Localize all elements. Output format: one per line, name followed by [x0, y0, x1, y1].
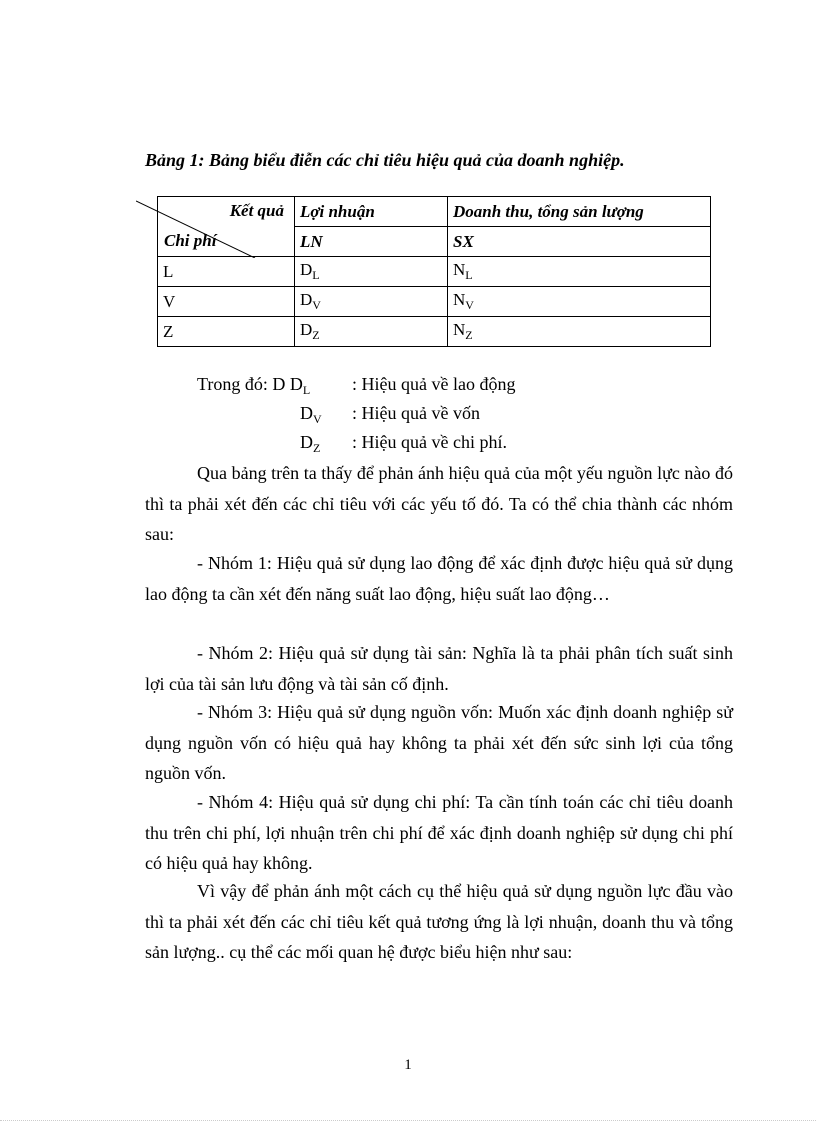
abbr-cell-ln: LN	[295, 227, 448, 257]
table-row	[158, 287, 711, 317]
d-subscript: V	[312, 298, 321, 312]
d-symbol: D	[300, 290, 313, 309]
row-label: Z	[158, 317, 295, 347]
n-symbol: N	[453, 290, 466, 309]
table-header-row	[158, 197, 711, 227]
page-bottom-divider	[0, 1120, 816, 1121]
paragraph-group-2: - Nhóm 2: Hiệu quả sử dụng tài sản: Nghĩa là ta phải phân tích suất sinh lợi của tài sản lưu động và tài sản cố định.	[145, 643, 733, 694]
note-subscript: Z	[313, 441, 321, 455]
note-symbol: D	[300, 403, 313, 423]
n-subscript: V	[465, 298, 474, 312]
note-line-cost	[300, 432, 320, 456]
note-subscript: V	[313, 412, 322, 426]
row-d-cell	[295, 317, 448, 347]
note-prefix: Trong đó: D	[197, 374, 286, 394]
note-subscript: L	[302, 383, 311, 397]
indicator-table	[157, 196, 711, 347]
n-subscript: L	[465, 268, 473, 282]
row-n-cell	[448, 257, 711, 287]
table-row	[158, 257, 711, 287]
n-symbol: N	[453, 260, 466, 279]
corner-bottom-label: Chi phí	[164, 231, 217, 250]
abbr-cell-sx: SX	[448, 227, 711, 257]
row-d-cell	[295, 287, 448, 317]
diagonal-corner-cell	[158, 197, 295, 257]
paragraph-conclusion: Vì vậy để phản ánh một cách cụ thể hiệu quả sử dụng nguồn lực đầu vào thì ta phải xét đến các chỉ tiêu kết quả tương ứng là lợi nhuận, doanh thu và tổng sản lượng.. cụ thể các mối quan hệ được biểu hiện như sau:	[145, 881, 733, 962]
row-n-cell	[448, 317, 711, 347]
note-line-labor	[197, 374, 310, 398]
note-desc-cost: : Hiệu quả về chi phí.	[352, 432, 507, 452]
corner-top-label: Kết quả	[229, 201, 284, 220]
n-subscript: Z	[465, 328, 473, 342]
row-n-cell	[448, 287, 711, 317]
row-label: L	[158, 257, 295, 287]
table-row	[158, 317, 711, 347]
note-symbol: D	[300, 432, 313, 452]
n-symbol: N	[453, 320, 466, 339]
row-label: V	[158, 287, 295, 317]
paragraph-group-4: - Nhóm 4: Hiệu quả sử dụng chi phí: Ta cần tính toán các chỉ tiêu doanh thu trên chi phí, lợi nhuận trên chi phí để xác định doanh nghiệp sử dụng chi phí có hiệu quả hay không.	[145, 792, 733, 873]
paragraph-group-1: - Nhóm 1: Hiệu quả sử dụng lao động để xác định được hiệu quả sử dụng lao động ta cần xét đến năng suất lao động, hiệu suất lao động…	[145, 553, 733, 604]
note-symbol: D	[289, 374, 303, 394]
note-desc-capital: : Hiệu quả về vốn	[352, 403, 480, 423]
d-subscript: L	[312, 268, 320, 282]
header-cell-revenue: Doanh thu, tổng sản lượng	[448, 197, 711, 227]
row-d-cell	[295, 257, 448, 287]
d-symbol: D	[300, 320, 313, 339]
page-number: 1	[404, 1057, 412, 1073]
d-symbol: D	[300, 260, 313, 279]
header-cell-profit: Lợi nhuận	[295, 197, 448, 227]
note-desc-labor: : Hiệu quả về lao động	[352, 374, 516, 394]
paragraph-intro: Qua bảng trên ta thấy để phản ánh hiệu quả của một yếu nguồn lực nào đó thì ta phải xét đến các chỉ tiêu với các yếu tố đó. Ta có thể chia thành các nhóm sau:	[145, 463, 733, 544]
paragraph-group-3: - Nhóm 3: Hiệu quả sử dụng nguồn vốn: Muốn xác định doanh nghiệp sử dụng nguồn vốn có hiệu quả hay không ta phải xét đến sức sinh lợi của tổng nguồn vốn.	[145, 702, 733, 783]
table-caption: Bảng 1: Bảng biểu điễn các chỉ tiêu hiệu quả của doanh nghiệp.	[145, 150, 625, 170]
note-line-capital	[300, 403, 322, 427]
d-subscript: Z	[312, 328, 320, 342]
